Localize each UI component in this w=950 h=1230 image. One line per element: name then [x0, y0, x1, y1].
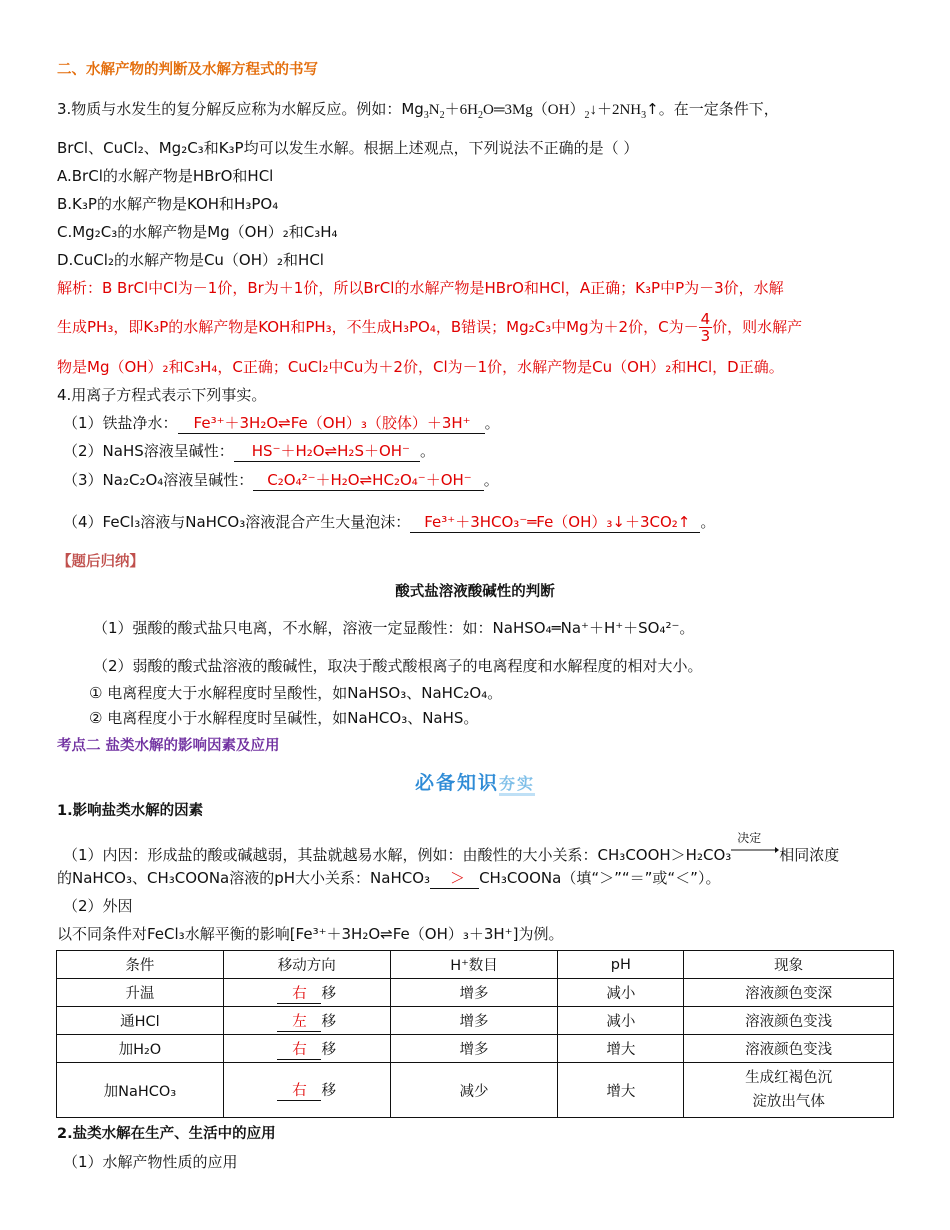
application-heading: [57, 1124, 276, 1144]
compare-answer-blank: ＞: [430, 868, 479, 889]
internal-factor-tail: 相同浓度: [779, 846, 840, 864]
fraction-numerator: 4: [700, 310, 711, 328]
phenomenon-line1: 生成红褐色沉: [745, 1070, 833, 1086]
q4-item-end: 。: [484, 414, 500, 432]
q4-answer-blank: Fe³⁺＋3H₂O⇌Fe（OH）₃（胶体）＋3H⁺: [178, 413, 485, 434]
cell-condition: 加NaHCO₃: [57, 1063, 224, 1118]
direction-blank: 右: [277, 1038, 321, 1060]
cell-direction: [223, 979, 390, 1007]
cell-ph: 增大: [558, 1035, 684, 1063]
application-sub1: （1）水解产物性质的应用: [63, 1153, 238, 1171]
q3-stem-text-e: 3Mg（OH）: [504, 102, 585, 118]
cell-h-count: 增多: [390, 1035, 558, 1063]
table-row: [57, 1007, 894, 1035]
header-phenomenon: 现象: [684, 951, 894, 979]
q4-item-label: （3）Na₂C₂O₄溶液呈碱性：: [63, 471, 254, 489]
q4-item-end: 。: [700, 513, 716, 531]
badge-sub-text: 夯实: [499, 774, 535, 796]
cell-ph: 减小: [558, 979, 684, 1007]
factors-heading-num: 1: [57, 803, 68, 819]
q3-stem-text-b: N: [428, 102, 440, 118]
phenomenon-line2: 淀放出气体: [752, 1094, 825, 1110]
table-intro: 以不同条件对FeCl₃水解平衡的影响[Fe³⁺＋3H₂O⇌Fe（OH）₃＋3H⁺]为例。: [57, 925, 564, 943]
summary-line-1: （1）强酸的酸式盐只电离，不水解，溶液一定显酸性：如：NaHSO₄═Na⁺＋H⁺＋SO₄²⁻。: [93, 619, 695, 637]
internal-factor-text: （1）内因：形成盐的酸或碱越弱，其盐就越易水解，例如：由酸性的大小关系：CH₃COOH＞H₂CO₃: [63, 846, 732, 864]
arrow-label: 决定: [737, 831, 762, 845]
cell-h-count: 减少: [390, 1063, 558, 1118]
q4-item-end: 。: [419, 442, 435, 460]
cell-h-count: 增多: [390, 979, 558, 1007]
q3-analysis-line2: [57, 310, 802, 344]
internal-line2-tail: CH₃COONa（填“＞”“＝”或“＜”）。: [479, 869, 721, 887]
q4-item-2: [63, 441, 435, 462]
cell-direction: [223, 1063, 390, 1118]
summary-line-2: （2）弱酸的酸式盐溶液的酸碱性，取决于酸式酸根离子的电离程度和水解程度的相对大小。: [93, 657, 703, 675]
cell-ph: 减小: [558, 1007, 684, 1035]
knowledge-badge: [0, 768, 950, 795]
cell-phenomenon: [684, 1063, 894, 1118]
cell-phenomenon: 溶液颜色变浅: [684, 1007, 894, 1035]
direction-move: 移: [321, 1041, 336, 1058]
direction-blank: 右: [277, 1079, 321, 1101]
q3-stem-text-c: ＋6H: [444, 102, 478, 118]
arrow-icon: [731, 846, 779, 856]
q3-analysis-line1: 解析：B BrCl中Cl为－1价，Br为＋1价，所以BrCl的水解产物是HBrO和HCl，A正确；K₃P中P为－3价，水解: [57, 279, 784, 297]
internal-factor-line2: [57, 868, 720, 889]
cell-h-count: 增多: [390, 1007, 558, 1035]
direction-move: 移: [321, 1013, 336, 1030]
section-heading: 二、水解产物的判断及水解方程式的书写: [57, 62, 318, 78]
q4-answer-blank: HS⁻＋H₂O⇌H₂S＋OH⁻: [234, 441, 420, 462]
cell-condition: 升温: [57, 979, 224, 1007]
table-row: [57, 1035, 894, 1063]
header-condition: 条件: [57, 951, 224, 979]
cell-direction: [223, 1035, 390, 1063]
fraction-denominator: 3: [700, 327, 711, 345]
direction-blank: 右: [277, 982, 321, 1004]
direction-move: 移: [321, 1083, 336, 1099]
q4-item-1: [63, 413, 500, 434]
q4-answer-blank: Fe³⁺＋3HCO₃⁻═Fe（OH）₃↓＋3CO₂↑: [410, 512, 700, 533]
q3-stem-text-d: O: [482, 102, 494, 118]
summary-line-3: ① 电离程度大于水解程度时呈酸性，如NaHSO₃、NaHC₂O₄。: [89, 684, 503, 702]
summary-tag: 【题后归纳】: [57, 554, 144, 570]
kaodian-heading: 考点二 盐类水解的影响因素及应用: [57, 738, 280, 754]
direction-blank: 左: [277, 1010, 321, 1032]
direction-move: 移: [321, 985, 336, 1002]
header-direction: 移动方向: [223, 951, 390, 979]
decide-arrow: [731, 831, 779, 860]
q3-stem-line2: BrCl、CuCl₂、Mg₂C₃和K₃P均可以发生水解。根据上述观点，下列说法不正确的是（ ）: [57, 139, 639, 157]
q3-analysis-line3: 物是Mg（OH）₂和C₃H₄，C正确；CuCl₂中Cu为＋2价，Cl为－1价，水解产物是Cu（OH）₂和HCl，D正确。: [57, 358, 784, 376]
summary-title: 酸式盐溶液酸碱性的判断: [395, 584, 555, 600]
header-h-count: H⁺数目: [390, 951, 558, 979]
q4-item-end: 。: [483, 471, 499, 489]
factors-heading: [57, 801, 203, 821]
q3-analysis-text-b: 价，则水解产: [712, 318, 803, 336]
q3-option-d: D.CuCl₂的水解产物是Cu（OH）₂和HCl: [57, 251, 324, 269]
table-row: [57, 979, 894, 1007]
q4-stem: 4.用离子方程式表示下列事实。: [57, 386, 267, 404]
application-heading-text: .盐类水解在生产、生活中的应用: [67, 1126, 276, 1142]
q4-item-label: （4）FeCl₃溶液与NaHCO₃溶液混合产生大量泡沫：: [63, 513, 411, 531]
cell-direction: [223, 1007, 390, 1035]
internal-factor-line1: [63, 831, 840, 865]
q3-stem-text-g: ↑。在一定条件下，: [646, 100, 779, 118]
internal-line2-text: 的NaHCO₃、CH₃COONa溶液的pH大小关系：NaHCO₃: [57, 869, 431, 887]
cell-ph: 增大: [558, 1063, 684, 1118]
q4-answer-blank: C₂O₄²⁻＋H₂O⇌HC₂O₄⁻＋OH⁻: [253, 470, 483, 491]
hydrolysis-table: [56, 950, 894, 1118]
header-ph: pH: [558, 951, 684, 979]
cell-phenomenon: 溶液颜色变浅: [684, 1035, 894, 1063]
badge-main-text: 必备知识: [414, 772, 499, 794]
q4-item-label: （2）NaHS溶液呈碱性：: [63, 442, 234, 460]
q3-option-b: B.K₃P的水解产物是KOH和H₃PO₄: [57, 195, 279, 213]
q3-option-c: C.Mg₂C₃的水解产物是Mg（OH）₂和C₃H₄: [57, 223, 338, 241]
q3-stem-text-f: ↓＋2NH: [589, 102, 642, 118]
q4-item-3: [63, 470, 499, 491]
fraction-four-thirds: [699, 311, 713, 344]
q4-item-label: （1）铁盐净水：: [63, 414, 178, 432]
external-factor: （2）外因: [63, 897, 133, 915]
cell-phenomenon: 溶液颜色变深: [684, 979, 894, 1007]
q3-stem-text-a: 3.物质与水发生的复分解反应称为水解反应。例如：Mg: [57, 100, 424, 118]
summary-line-4: ② 电离程度小于水解程度时呈碱性，如NaHCO₃、NaHS。: [89, 709, 479, 727]
table-header-row: [57, 951, 894, 979]
factors-heading-text: .影响盐类水解的因素: [67, 803, 204, 819]
q4-item-4: [63, 512, 715, 533]
table-row: [57, 1063, 894, 1118]
q3-analysis-text-a: 生成PH₃，即K₃P的水解产物是KOH和PH₃，不生成H₃PO₄，B错误；Mg₂C₃中Mg为＋2价，C为－: [57, 318, 699, 336]
q3-stem-line1: 3.物质与水发生的复分解反应称为水解反应。例如：$Mg_3N_2+6H_2O═3Mg(OH)_2↓+2NH_3↑$。在一定条件下，: [57, 100, 779, 121]
cell-condition: 加H₂O: [57, 1035, 224, 1063]
q3-option-a: A.BrCl的水解产物是HBrO和HCl: [57, 167, 274, 185]
cell-condition: 通HCl: [57, 1007, 224, 1035]
application-heading-num: 2: [57, 1126, 68, 1142]
